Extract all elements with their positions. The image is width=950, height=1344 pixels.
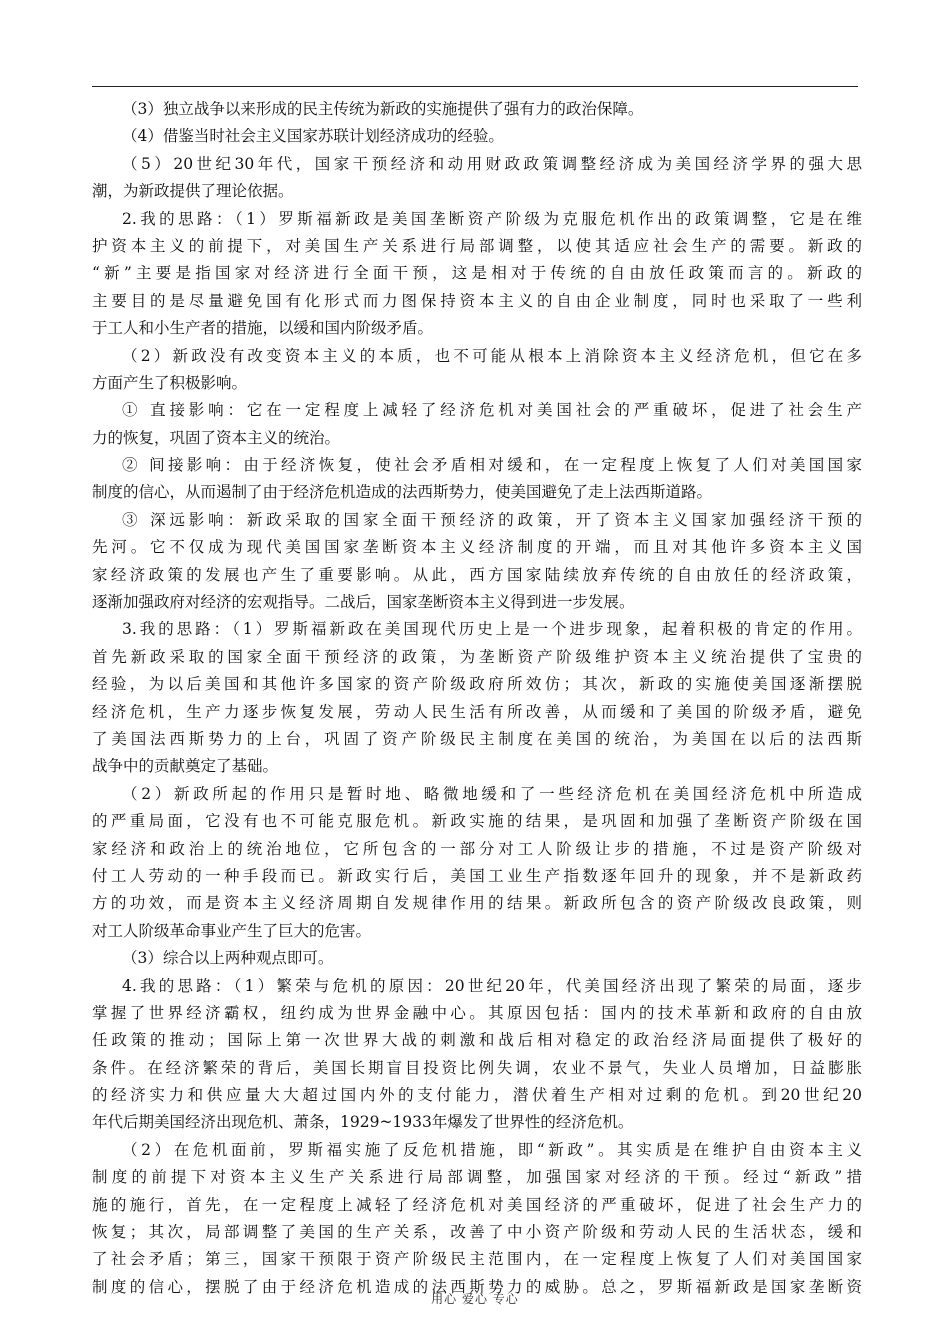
text-line: 2.我的思路：（1）罗斯福新政是美国垄断资产阶级为克服危机作出的政策调整，它是在维 xyxy=(122,209,862,228)
text-line: 对工人阶级革命事业产生了巨大的危害。 xyxy=(92,921,372,940)
text-line: 家经济政策的发展也产生了重要影响。从此，西方国家陆续放弃传统的自由放任的经济政策， xyxy=(92,565,862,584)
text-line: ② 间接影响：由于经济恢复，使社会矛盾相对缓和，在一定程度上恢复了人们对美国国家 xyxy=(122,456,862,475)
page-footer: 用心 爱心 专心 xyxy=(431,1292,519,1306)
text-line: （2）新政所起的作用只是暂时地、略微地缓和了一些经济危机在美国经济危机中所造成 xyxy=(122,784,862,803)
text-line: 条件。在经济繁荣的背后，美国长期盲目投资比例失调，农业不景气，失业人员增加，日益膨胀 xyxy=(92,1058,862,1077)
text-line: （4）借鉴当时社会主义国家苏联计划经济成功的经验。 xyxy=(122,127,504,146)
text-line: 掌握了世界经济霸权，纽约成为世界金融中心。其原因包括：国内的技术革新和政府的自由放 xyxy=(92,1003,862,1022)
text-line: 主要目的是尽量避免国有化形式而力图保持资本主义的自由企业制度，同时也采取了一些利 xyxy=(92,291,862,310)
text-line: 家经济和政治上的统治地位，它所包含的一部分对工人阶级让步的措施，不过是资产阶级对 xyxy=(92,839,862,858)
text-line: （2）新政没有改变资本主义的本质，也不可能从根本上消除资本主义经济危机，但它在多 xyxy=(122,346,862,365)
text-line: 制度的信心，从而遏制了由于经济危机造成的法西斯势力，使美国避免了走上法西斯道路。 xyxy=(92,483,713,502)
text-line: 力的恢复，巩固了资本主义的统治。 xyxy=(92,428,341,447)
text-line: 了美国法西斯势力的上台，巩固了资产阶级民主制度在美国的统治，为美国在以后的法西斯 xyxy=(92,729,862,748)
text-line: 首先新政采取的国家全面干预经济的政策，为垄断资产阶级维护资本主义统治提供了宝贵的 xyxy=(92,647,862,666)
text-line: 制度的信心，摆脱了由于经济危机造成的法西斯势力的威胁。总之，罗斯福新政是国家垄断资 xyxy=(92,1277,862,1296)
text-line: （3）综合以上两种观点即可。 xyxy=(122,949,334,968)
text-line: 制度的前提下对资本主义生产关系进行局部调整，加强国家对经济的干预。经过“新政”措 xyxy=(92,1168,862,1187)
text-line: “新”主要是指国家对经济进行全面干预，这是相对于传统的自由放任政策而言的。新政的 xyxy=(92,264,862,283)
document-body xyxy=(92,96,862,1301)
text-line: 经验，为以后美国和其他许多国家的资产阶级政府所效仿；其次，新政的实施使美国逐渐摆脱 xyxy=(92,675,862,694)
text-line: ① 直接影响：它在一定程度上减轻了经济危机对美国社会的严重破坏，促进了社会生产 xyxy=(122,401,862,420)
text-line: 经济危机，生产力逐步恢复发展，劳动人民生活有所改善，从而缓和了美国的阶级矛盾，避免 xyxy=(92,702,862,721)
text-line: 的经济实力和供应量大大超过国内外的支付能力，潜伏着生产相对过剩的危机。到20世纪20 xyxy=(92,1086,862,1105)
text-line: 施的施行，首先，在一定程度上减轻了经济危机对美国经济的严重破坏，促进了社会生产力的 xyxy=(92,1195,862,1214)
text-line: 任政策的推动；国际上第一次世界大战的刺激和战后相对稳定的政治经济局面提供了极好的 xyxy=(92,1031,862,1050)
text-line: 方的功效，而是资本主义经济周期自发规律作用的结果。新政所包含的资产阶级改良政策，则 xyxy=(92,894,862,913)
text-line: 的严重局面，它没有也不可能克服危机。新政实施的结果，是巩固和加强了垄断资产阶级在国 xyxy=(92,812,862,831)
text-line: 付工人劳动的一种手段而已。新政实行后，美国工业生产指数逐年回升的现象，并不是新政药 xyxy=(92,866,862,885)
text-line: 4.我的思路：（1）繁荣与危机的原因：20世纪20年，代美国经济出现了繁荣的局面，逐步 xyxy=(122,976,862,995)
text-line: 年代后期美国经济出现危机、萧条，1929~1933年爆发了世界性的经济危机。 xyxy=(92,1113,634,1132)
text-line: 潮，为新政提供了理论依据。 xyxy=(92,182,294,201)
text-line: 逐渐加强政府对经济的宏观指导。二战后，国家垄断资本主义得到进一步发展。 xyxy=(92,593,635,612)
header-rule xyxy=(92,86,858,87)
text-line: ③ 深远影响：新政采取的国家全面干预经济的政策，开了资本主义国家加强经济干预的 xyxy=(122,510,862,529)
text-line: 先河。它不仅成为现代美国国家垄断资本主义经济制度的开端，而且对其他许多资本主义国 xyxy=(92,538,862,557)
text-line: （2）在危机面前，罗斯福实施了反危机措施，即“新政”。其实质是在维护自由资本主义 xyxy=(122,1140,862,1159)
text-line: （3）独立战争以来形成的民主传统为新政的实施提供了强有力的政治保障。 xyxy=(122,100,644,118)
text-line: 于工人和小生产者的措施，以缓和国内阶级矛盾。 xyxy=(92,319,434,338)
text-line: 恢复；其次，局部调整了美国的生产关系，改善了中小资产阶级和劳动人民的生活状态，缓和 xyxy=(92,1223,862,1242)
text-line: （5）20世纪30年代，国家干预经济和动用财政政策调整经济成为美国经济学界的强大思 xyxy=(122,154,862,173)
text-line: 了社会矛盾；第三，国家干预限于资产阶级民主范围内，在一定程度上恢复了人们对美国国家 xyxy=(92,1250,862,1269)
text-line: 方面产生了积极影响。 xyxy=(92,373,248,392)
text-line: 3.我的思路：（1）罗斯福新政在美国现代历史上是一个进步现象，起着积极的肯定的作用。 xyxy=(122,620,862,639)
text-line: 战争中的贡献奠定了基础。 xyxy=(92,757,279,776)
text-line: 护资本主义的前提下，对美国生产关系进行局部调整，以使其适应社会生产的需要。新政的 xyxy=(92,236,862,255)
